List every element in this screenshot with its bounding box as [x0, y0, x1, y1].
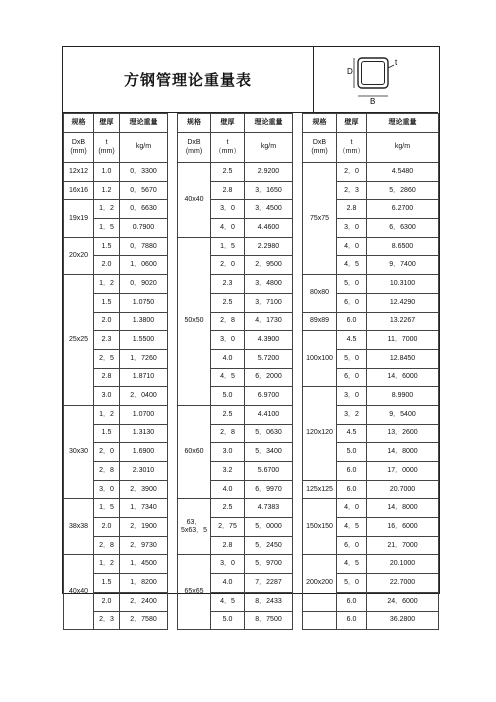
spec-cell: 75x75	[303, 163, 337, 275]
unit-cell: DxB (mm)	[64, 133, 94, 163]
weight-cell: 2．0400	[120, 387, 168, 406]
table-row	[64, 405, 439, 424]
thickness-cell: 4．0	[337, 237, 367, 256]
thickness-cell: 1．5	[211, 237, 245, 256]
table-row	[64, 499, 439, 518]
table-row	[64, 200, 439, 219]
weight-cell: 1.5500	[120, 331, 168, 350]
weight-cell: 24．6000	[367, 592, 439, 611]
spec-cell: 89x89	[303, 312, 337, 331]
table-row	[64, 312, 439, 331]
thickness-cell: 2.5	[211, 405, 245, 424]
thickness-cell: 3．2	[337, 405, 367, 424]
tube-inner-edge	[362, 62, 385, 85]
thickness-cell: 4．0	[211, 219, 245, 238]
weight-cell: 1.3800	[120, 312, 168, 331]
spec-cell: 63．5x63．5	[178, 499, 211, 555]
weight-cell: 4.5480	[367, 163, 439, 182]
weight-cell: 21．7000	[367, 536, 439, 555]
weight-cell: 0．5670	[120, 181, 168, 200]
spec-cell: 120x120	[303, 387, 337, 480]
spec-cell: 40x40	[64, 555, 94, 630]
weight-cell: 5.7200	[245, 349, 293, 368]
weight-cell: 10.3100	[367, 275, 439, 294]
thickness-cell: 4.0	[211, 574, 245, 593]
weight-cell: 0.7900	[120, 219, 168, 238]
thickness-cell: 3．0	[337, 387, 367, 406]
weight-cell: 12.8450	[367, 349, 439, 368]
thickness-cell: 2.5	[211, 499, 245, 518]
thickness-cell: 4．5	[211, 592, 245, 611]
table-row	[64, 480, 439, 499]
thickness-cell: 2.5	[211, 163, 245, 182]
weight-cell: 5．0000	[245, 518, 293, 537]
spec-cell: 12x12	[64, 163, 94, 182]
thickness-cell: 1．2	[94, 405, 120, 424]
weight-cell: 12.4290	[367, 293, 439, 312]
thickness-cell: 1.5	[94, 237, 120, 256]
weight-cell: 1．7260	[120, 349, 168, 368]
weight-cell: 1.0750	[120, 293, 168, 312]
table-row	[64, 387, 439, 406]
square-tube-diagram	[314, 47, 438, 112]
spec-cell: 19x19	[64, 200, 94, 237]
weight-table	[63, 113, 439, 630]
weight-cell: 9．7400	[367, 256, 439, 275]
thickness-cell: 6.0	[337, 462, 367, 481]
thickness-cell: 2．0	[94, 443, 120, 462]
thickness-cell: 4．5	[337, 256, 367, 275]
header-spec: 规格	[64, 114, 94, 133]
thickness-cell: 2.0	[94, 312, 120, 331]
header-weight: 理论重量	[120, 114, 168, 133]
header-thickness: 壁厚	[337, 114, 367, 133]
weight-cell: 22.7000	[367, 574, 439, 593]
thickness-cell: 2.8	[94, 368, 120, 387]
spec-cell: 38x38	[64, 499, 94, 555]
table-row	[64, 181, 439, 200]
thickness-cell: 3．0	[211, 331, 245, 350]
thickness-cell: 3．0	[337, 219, 367, 238]
header-row	[64, 114, 439, 133]
thickness-cell: 5．0	[337, 349, 367, 368]
spec-cell: 65x65	[178, 555, 211, 630]
weight-cell: 1.0700	[120, 405, 168, 424]
thickness-cell: 2.0	[94, 256, 120, 275]
weight-cell: 5.6700	[245, 462, 293, 481]
thickness-cell: 4．5	[337, 555, 367, 574]
diagram-label-d: D	[347, 67, 353, 76]
thickness-cell: 6.0	[337, 592, 367, 611]
weight-cell: 20.1000	[367, 555, 439, 574]
header-spec: 规格	[303, 114, 337, 133]
spec-cell: 50x50	[178, 237, 211, 405]
weight-cell: 13．2600	[367, 424, 439, 443]
weight-cell: 5．0630	[245, 424, 293, 443]
thickness-cell: 4．5	[337, 518, 367, 537]
header-thickness: 壁厚	[211, 114, 245, 133]
table-row	[64, 462, 439, 481]
thickness-cell: 4.5	[337, 424, 367, 443]
thickness-cell: 5.0	[211, 611, 245, 630]
thickness-cell: 1.5	[94, 424, 120, 443]
spec-cell: 80x80	[303, 275, 337, 312]
weight-cell: 4.4100	[245, 405, 293, 424]
thickness-cell: 5．0	[337, 275, 367, 294]
weight-cell: 1.8710	[120, 368, 168, 387]
table-row	[64, 592, 439, 611]
table-row	[64, 574, 439, 593]
thickness-cell: 2．8	[211, 312, 245, 331]
weight-cell: 6.2700	[367, 200, 439, 219]
spec-cell: 16x16	[64, 181, 94, 200]
unit-cell: kg/m	[367, 133, 439, 163]
thickness-cell: 5.0	[211, 387, 245, 406]
table-row	[64, 219, 439, 238]
thickness-cell: 1．2	[94, 555, 120, 574]
thickness-cell: 1.5	[94, 293, 120, 312]
thickness-cell: 4．5	[211, 368, 245, 387]
thickness-cell: 1.0	[94, 163, 120, 182]
weight-cell: 36.2800	[367, 611, 439, 630]
thickness-cell: 2.8	[211, 181, 245, 200]
unit-cell: DxB (mm)	[178, 133, 211, 163]
table-row	[64, 275, 439, 294]
thickness-cell: 4．0	[337, 499, 367, 518]
spec-cell	[303, 611, 337, 630]
table-row	[64, 237, 439, 256]
table-row	[64, 424, 439, 443]
weight-cell: 5．9700	[245, 555, 293, 574]
weight-cell: 8.9900	[367, 387, 439, 406]
weight-cell: 2.9200	[245, 163, 293, 182]
header-spec: 规格	[178, 114, 211, 133]
weight-cell: 13.2267	[367, 312, 439, 331]
weight-cell: 3．4800	[245, 275, 293, 294]
spec-cell: 25x25	[64, 275, 94, 406]
weight-cell: 14．6000	[367, 368, 439, 387]
thickness-cell: 3.2	[211, 462, 245, 481]
table-row	[64, 536, 439, 555]
thickness-cell: 6．0	[337, 368, 367, 387]
weight-cell: 1．0600	[120, 256, 168, 275]
diagram-label-b: B	[370, 97, 376, 106]
unit-cell: t （mm）	[337, 133, 367, 163]
thickness-cell: 2．8	[94, 462, 120, 481]
weight-cell: 5．3400	[245, 443, 293, 462]
weight-cell: 20.7000	[367, 480, 439, 499]
table-row	[64, 443, 439, 462]
weight-cell: 5．2450	[245, 536, 293, 555]
table-row	[64, 256, 439, 275]
weight-table-sheet	[62, 46, 440, 624]
weight-cell: 2.2980	[245, 237, 293, 256]
weight-cell: 14．8000	[367, 443, 439, 462]
weight-cell: 8．2433	[245, 592, 293, 611]
thickness-cell: 2.5	[211, 293, 245, 312]
table-row	[64, 349, 439, 368]
weight-cell: 2．2400	[120, 592, 168, 611]
thickness-cell: 4.0	[211, 480, 245, 499]
weight-cell: 8.6500	[367, 237, 439, 256]
weight-cell: 1．7340	[120, 499, 168, 518]
table-header-band	[63, 47, 438, 113]
thickness-cell: 3．0	[211, 200, 245, 219]
thickness-cell: 2.8	[337, 200, 367, 219]
unit-row	[64, 133, 439, 163]
weight-cell: 3．7100	[245, 293, 293, 312]
thickness-cell: 5．0	[337, 574, 367, 593]
weight-cell: 4.7383	[245, 499, 293, 518]
header-thickness: 壁厚	[94, 114, 120, 133]
weight-cell: 1.6900	[120, 443, 168, 462]
thickness-cell: 2．0	[211, 256, 245, 275]
thickness-cell: 2．75	[211, 518, 245, 537]
thickness-cell: 1．2	[94, 200, 120, 219]
thickness-cell: 2．0	[337, 163, 367, 182]
thickness-cell: 4.5	[337, 331, 367, 350]
weight-cell: 2．9500	[245, 256, 293, 275]
thickness-cell: 6.0	[337, 611, 367, 630]
thickness-cell: 4.0	[211, 349, 245, 368]
unit-cell: kg/m	[245, 133, 293, 163]
thickness-cell: 3．0	[94, 480, 120, 499]
table-row	[64, 368, 439, 387]
thickness-cell: 1．2	[94, 275, 120, 294]
weight-cell: 2.3010	[120, 462, 168, 481]
spec-cell: 60x60	[178, 405, 211, 498]
weight-cell: 0．3300	[120, 163, 168, 182]
weight-cell: 4．1730	[245, 312, 293, 331]
table-row	[64, 293, 439, 312]
thickness-cell: 3．0	[211, 555, 245, 574]
thickness-cell: 2．8	[94, 536, 120, 555]
thickness-cell: 2．5	[94, 349, 120, 368]
weight-cell: 3．1650	[245, 181, 293, 200]
thickness-cell: 2.8	[211, 536, 245, 555]
weight-cell: 17．0000	[367, 462, 439, 481]
thickness-cell: 6.0	[337, 480, 367, 499]
weight-cell: 14．8000	[367, 499, 439, 518]
weight-cell: 2．3900	[120, 480, 168, 499]
weight-cell: 4.3900	[245, 331, 293, 350]
thickness-cell: 6．0	[337, 293, 367, 312]
weight-cell: 4.4600	[245, 219, 293, 238]
weight-cell: 9．5400	[367, 405, 439, 424]
spec-cell: 100x100	[303, 331, 337, 387]
thickness-cell: 2.0	[94, 518, 120, 537]
weight-cell: 1．4500	[120, 555, 168, 574]
spec-cell: 30x30	[64, 405, 94, 498]
spec-cell: 150x150	[303, 499, 337, 555]
thickness-cell: 2.3	[211, 275, 245, 294]
thickness-cell: 2.0	[94, 592, 120, 611]
thickness-cell: 2．8	[211, 424, 245, 443]
weight-cell: 6.9700	[245, 387, 293, 406]
thickness-cell: 1．5	[94, 499, 120, 518]
table-row	[64, 331, 439, 350]
weight-cell: 2．9730	[120, 536, 168, 555]
spec-cell: 40x40	[178, 163, 211, 238]
thickness-cell: 2．3	[94, 611, 120, 630]
thickness-cell: 6．0	[337, 536, 367, 555]
thickness-cell: 5.0	[337, 443, 367, 462]
weight-cell: 6．6300	[367, 219, 439, 238]
table-row	[64, 611, 439, 630]
header-weight: 理论重量	[245, 114, 293, 133]
thickness-cell: 1.2	[94, 181, 120, 200]
weight-cell: 7．2287	[245, 574, 293, 593]
weight-cell: 1.3130	[120, 424, 168, 443]
weight-cell: 2．1900	[120, 518, 168, 537]
weight-cell: 1．8200	[120, 574, 168, 593]
unit-cell: t （mm）	[211, 133, 245, 163]
table-row	[64, 518, 439, 537]
thickness-cell: 3.0	[94, 387, 120, 406]
thickness-cell: 2.3	[94, 331, 120, 350]
spec-cell: 125x125	[303, 480, 337, 499]
weight-cell: 8．7500	[245, 611, 293, 630]
weight-cell: 0．9020	[120, 275, 168, 294]
thickness-cell: 1.5	[94, 574, 120, 593]
table-row	[64, 555, 439, 574]
spec-cell: 200x200	[303, 555, 337, 611]
page-title: 方钢管理论重量表	[123, 72, 252, 89]
weight-cell: 0．7880	[120, 237, 168, 256]
unit-cell: t (mm)	[94, 133, 120, 163]
weight-cell: 0．6630	[120, 200, 168, 219]
thickness-cell: 2．3	[337, 181, 367, 200]
weight-cell: 6．9970	[245, 480, 293, 499]
weight-cell: 3．4500	[245, 200, 293, 219]
thickness-cell: 1．5	[94, 219, 120, 238]
unit-cell: kg/m	[120, 133, 168, 163]
header-weight: 理论重量	[367, 114, 439, 133]
table-row	[64, 163, 439, 182]
weight-cell: 2．7580	[120, 611, 168, 630]
thickness-cell: 6.0	[337, 312, 367, 331]
weight-cell: 6．2000	[245, 368, 293, 387]
weight-cell: 16．6000	[367, 518, 439, 537]
unit-cell: DxB (mm)	[303, 133, 337, 163]
spec-cell: 20x20	[64, 237, 94, 274]
thickness-cell: 3.0	[211, 443, 245, 462]
weight-cell: 11．7000	[367, 331, 439, 350]
diagram-label-t: t	[395, 58, 398, 67]
weight-cell: 5．2860	[367, 181, 439, 200]
